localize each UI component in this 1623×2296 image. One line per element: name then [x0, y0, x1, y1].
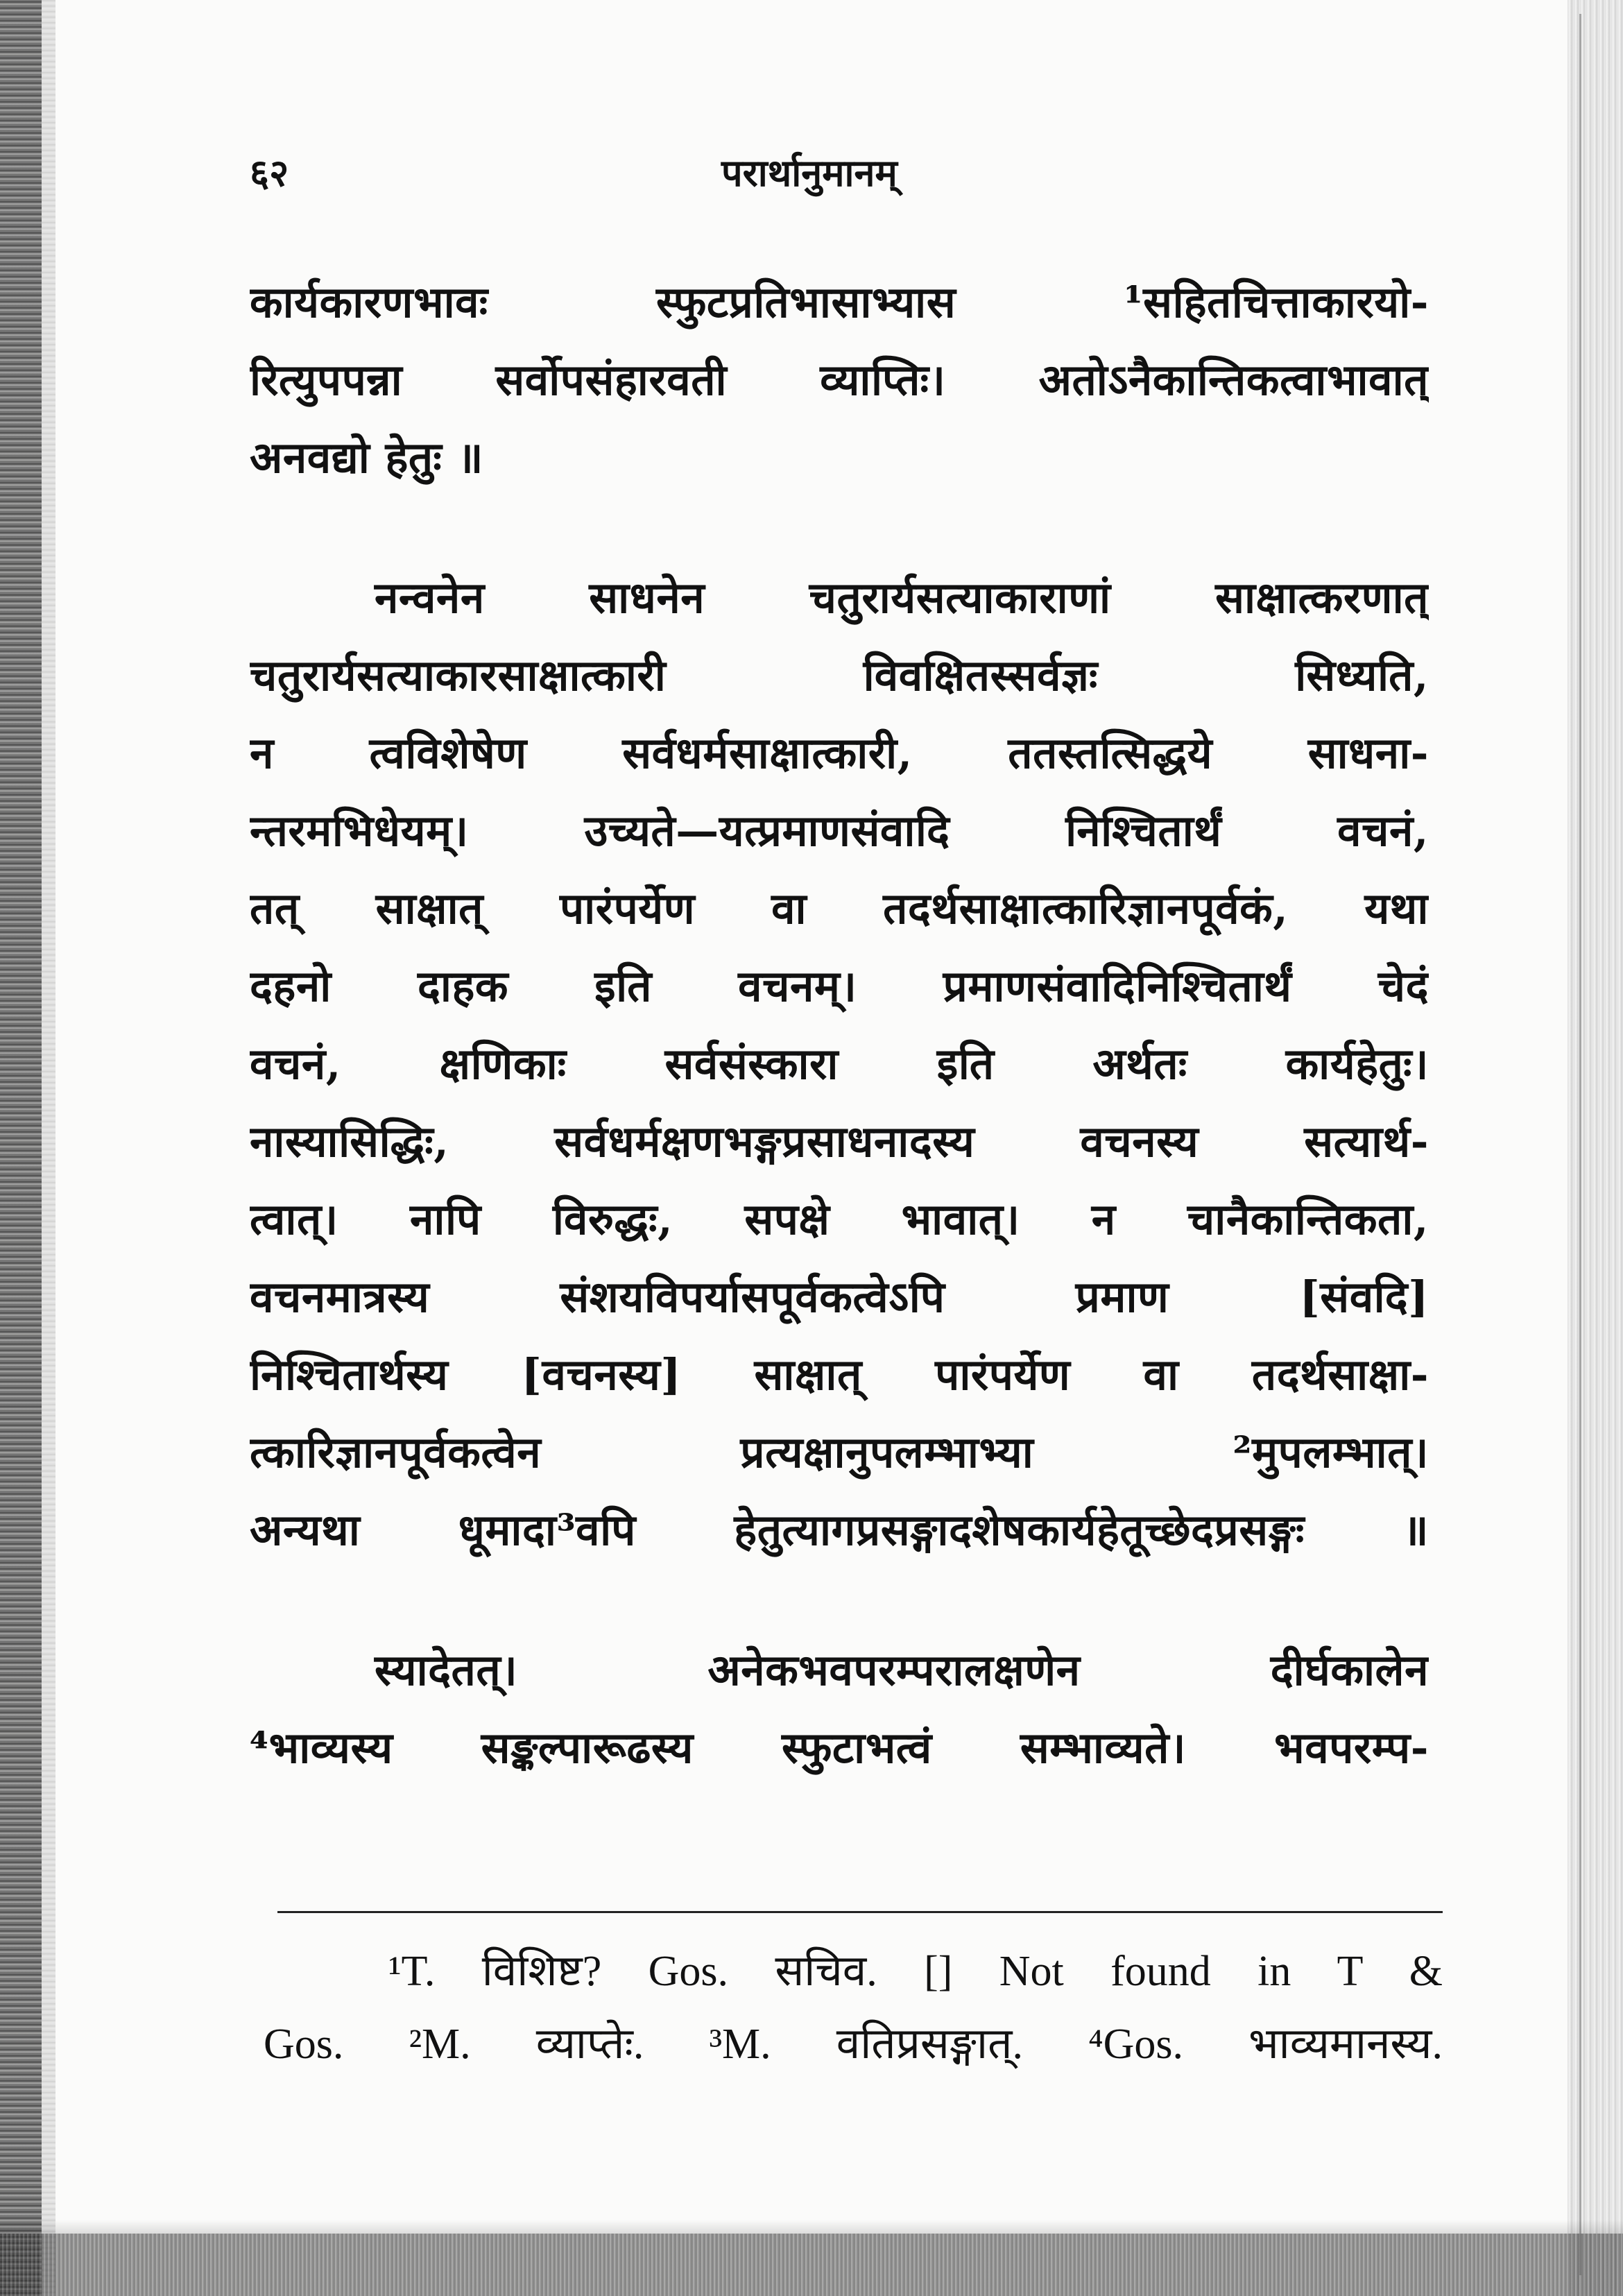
text-line: रित्युपपन्ना सर्वोपसंहारवती व्याप्तिः। अतोऽनैकान्तिकत्वाभावात्: [250, 354, 1429, 405]
text-line: त्वात्। नापि विरुद्धः, सपक्षे भावात्। न चानैकान्तिकता,: [250, 1194, 1429, 1244]
text-line: निश्चितार्थस्य [वचनस्य] साक्षात् पारंपर्येण वा तदर्थसाक्षा-: [250, 1349, 1429, 1400]
footnote-rule: [277, 1911, 1443, 1913]
footnote-line: ¹T. विशिष्ट? Gos. सचिव. [] Not found in T &: [388, 1948, 1443, 1995]
text-line: वचनमात्रस्य संशयविपर्यासपूर्वकत्वेऽपि प्रमाण [संवदि]: [250, 1271, 1429, 1322]
page-edge-line: [1579, 14, 1581, 2275]
text-line: अनवद्यो हेतुः ॥: [250, 432, 483, 483]
footnotes: [264, 1935, 1443, 2081]
text-line: स्यादेतत्। अनेकभवपरम्परालक्षणेन दीर्घकालेन: [375, 1645, 1429, 1695]
footnote-line: Gos. ²M. व्याप्तेः. ³M. वतिप्रसङ्गात्. ⁴Gos. भाव्यमानस्य.: [264, 2021, 1443, 2068]
scan-edge-bottom: [0, 2234, 1623, 2296]
text-line: त्कारिज्ञानपूर्वकत्वेन प्रत्यक्षानुपलम्भाभ्या ²मुपलम्भात्।: [250, 1427, 1429, 1477]
scan-edge-left-shadow: [42, 0, 55, 2296]
text-line: ⁴भाव्यस्य सङ्कल्पारूढस्य स्फुटाभत्वं सम्भाव्यते। भवपरम्प-: [250, 1722, 1429, 1773]
paragraph-2: [250, 559, 1429, 1569]
text-line: वचनं, क्षणिकाः सर्वसंस्कारा इति अर्थतः कार्यहेतुः।: [250, 1038, 1429, 1089]
paragraph-1: [250, 264, 1429, 497]
scan-edge-right: [1568, 0, 1623, 2296]
text-line: न्तरमभिधेयम्। उच्यते—यत्प्रमाणसंवादि निश्चितार्थं वचनं,: [250, 805, 1429, 856]
text-line: कार्यकारणभावः स्फुटप्रतिभासाभ्यास ¹सहितचित्ताकारयो-: [250, 277, 1429, 327]
scan-edge-left: [0, 0, 42, 2296]
running-head: परार्थानुमानम्: [721, 151, 898, 195]
text-line: नास्यासिद्धिः, सर्वधर्मक्षणभङ्गप्रसाधनादस्य वचनस्य सत्यार्थ-: [250, 1116, 1429, 1167]
text-line: नन्वनेन साधनेन चतुरार्यसत्याकाराणां साक्षात्करणात्: [375, 572, 1429, 623]
text-line: दहनो दाहक इति वचनम्। प्रमाणसंवादिनिश्चितार्थं चेदं: [250, 961, 1429, 1011]
body-text: [250, 264, 1429, 1787]
text-line: चतुरार्यसत्याकारसाक्षात्कारी विवक्षितस्सर्वज्ञः सिध्यति,: [250, 650, 1429, 701]
scan-shadow-bottom: [0, 2220, 1623, 2234]
text-line: अन्यथा धूमादा³वपि हेतुत्यागप्रसङ्गादशेषकार्यहेतूच्छेदप्रसङ्गः ॥: [250, 1505, 1429, 1555]
page-number: ६२: [250, 151, 289, 195]
page-header: [250, 146, 1429, 208]
text-line: न त्वविशेषेण सर्वधर्मसाक्षात्कारी, ततस्तत्सिद्धये साधना-: [250, 728, 1429, 778]
text-line: तत् साक्षात् पारंपर्येण वा तदर्थसाक्षात्कारिज्ञानपूर्वकं, यथा: [250, 883, 1429, 934]
paragraph-3: [250, 1631, 1429, 1787]
